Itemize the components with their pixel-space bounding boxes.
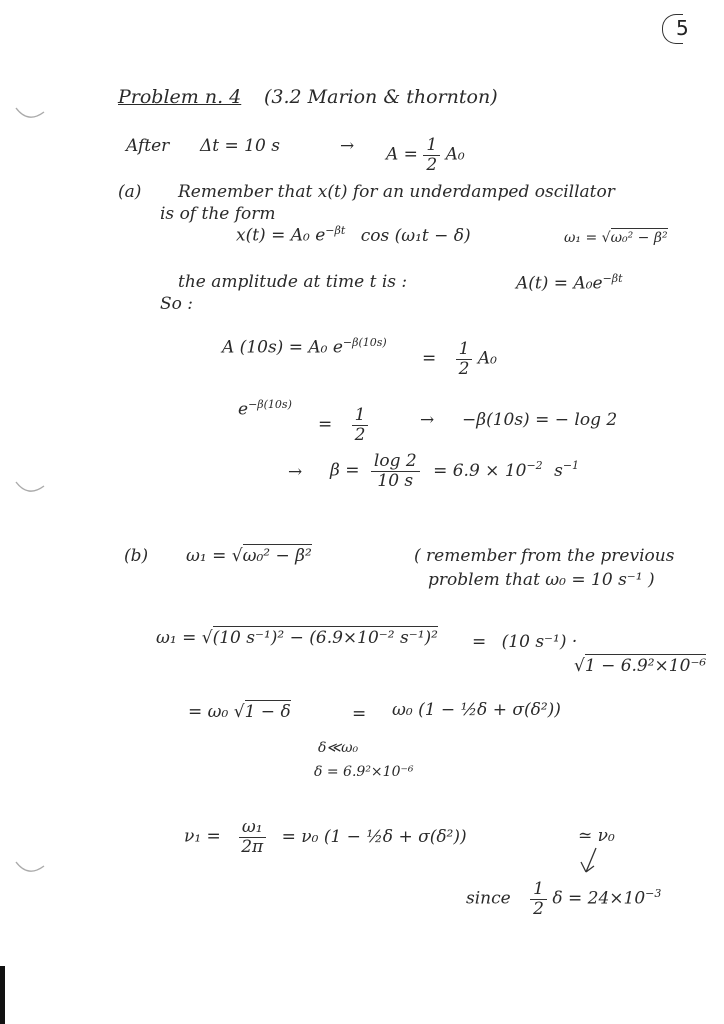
eq-xt-lhs: x(t) = A₀ e [236, 225, 326, 246]
part-b-nu-frac [238, 818, 266, 856]
part-b-since [466, 880, 661, 918]
eq4-arrow: → [288, 462, 303, 482]
given-dt: Δt = 10 s [200, 136, 280, 156]
part-b-eq1-right [472, 632, 577, 652]
eq3-half [352, 406, 369, 444]
part-b-eq2-root: 1 − δ [244, 702, 291, 722]
part-b-delta: δ = 6.9²×10⁻⁶ [314, 764, 414, 780]
part-b-nu-num: ω₁ [239, 818, 266, 838]
part-b-nu-rhs: = ν₀ (1 − ½δ + σ(δ²)) [281, 826, 467, 847]
eq2-right [422, 340, 497, 378]
part-b-note-2: problem that ω₀ = 10 s⁻¹ ) [428, 570, 655, 590]
part-b-nu-lhs: ν₁ = [184, 826, 221, 847]
given-half [423, 136, 440, 174]
given-result [386, 136, 465, 174]
eq3-eq: = [318, 414, 333, 435]
amplitude-eq [516, 272, 623, 294]
eq4-fraction [371, 452, 420, 490]
eq4-exp1: −2 [526, 459, 543, 473]
eq4-exp2: −1 [562, 459, 580, 473]
eq-xt-exp: −βt [325, 224, 346, 237]
part-b-eq2: = ω₀ √1 − δ [188, 702, 291, 722]
part-b-since-frac [530, 880, 547, 918]
amplitude-eq-exp: −βt [602, 272, 623, 285]
part-b-since-label: since [466, 888, 511, 909]
eq4 [330, 452, 579, 490]
part-b-omega-root: ω₀² − β² [242, 546, 312, 566]
part-b-eq1-mid: = [472, 632, 487, 652]
given-half-den: 2 [426, 154, 438, 175]
part-b-eq1-lhs: ω₁ = [156, 628, 197, 648]
eq3-half-den: 2 [354, 424, 366, 445]
punch-hole-middle [16, 482, 44, 491]
part-a-label: (a) [118, 182, 142, 202]
part-a-line2: is of the form [160, 204, 276, 224]
eq3-lhs: e [238, 399, 249, 420]
arrow-down-mark [581, 848, 596, 872]
part-b-omega: ω₁ = √ω₀² − β² [186, 546, 312, 566]
eq3-rhs: −β(10s) = − log 2 [462, 410, 618, 430]
part-b-note-1: ( remember from the previous [414, 546, 675, 566]
problem-title: Problem n. 4 [118, 86, 242, 108]
punch-hole-top [16, 108, 44, 117]
eq3-middle [318, 406, 368, 444]
eq2-half-den: 2 [458, 358, 470, 379]
omega-definition: ω₁ = √ω₀² − β² [564, 230, 668, 246]
eq4-rhs: = 6.9 × 10 [433, 460, 527, 481]
eq3-half-num: 1 [352, 406, 369, 426]
page-number [662, 12, 702, 46]
eq2-half [456, 340, 473, 378]
part-b-since-num: 1 [530, 880, 547, 900]
eq4-unit: s [554, 460, 563, 481]
part-b-eq2-rhs: ω₀ (1 − ½δ + σ(δ²)) [392, 700, 561, 720]
part-b-condition: δ≪ω₀ [318, 740, 359, 756]
omega-def-lhs: ω₁ = [564, 230, 598, 246]
eq3-exp: −β(10s) [248, 398, 292, 411]
punch-hole-bottom [16, 862, 44, 871]
part-b-eq1: ω₁ = √(10 s⁻¹)² − (6.9×10⁻² s⁻¹)² [156, 628, 438, 648]
eq2-rhs: = [422, 348, 437, 369]
eq3 [238, 398, 292, 420]
eq2-rhs2: A₀ [477, 348, 497, 369]
given-half-num: 1 [423, 136, 440, 156]
eq4-lhs: β = [330, 460, 360, 481]
problem-reference: (3.2 Marion & thornton) [264, 86, 498, 108]
part-b-since-rhs: δ = 24×10 [552, 888, 646, 909]
eq2-half-num: 1 [456, 340, 473, 360]
eq3-arrow: → [420, 410, 435, 430]
part-b-since-den: 2 [533, 898, 544, 919]
eq4-den: 10 s [377, 470, 414, 491]
part-b-eq2-mid: = [352, 704, 367, 724]
given-after: After [126, 136, 170, 156]
given-arrow: → [340, 136, 355, 156]
part-b-label: (b) [124, 546, 149, 566]
part-b-eq1-root2: 1 − 6.9²×10⁻⁶ [584, 656, 707, 676]
part-b-since-exp: −3 [645, 887, 662, 901]
page-number-value: 5 [676, 16, 689, 40]
part-b-nu-den: 2π [241, 836, 264, 857]
part-b-nu [184, 818, 467, 856]
amplitude-text: the amplitude at time t is : [178, 272, 408, 292]
part-b-approx: ≃ ν₀ [578, 826, 615, 846]
so-label: So : [160, 294, 194, 314]
part-b-eq1-rhs: (10 s⁻¹) · [501, 632, 578, 652]
eq4-num: log 2 [371, 452, 420, 472]
eq2-lhs: A (10s) = A₀ e [222, 337, 343, 358]
eq2-exp: −β(10s) [342, 336, 387, 349]
omega-def-root: ω₀² − β² [610, 230, 668, 246]
given-result-lhs: A = [386, 144, 418, 165]
given-result-rhs: A₀ [445, 144, 465, 165]
part-a-eq-xt [236, 224, 471, 246]
part-b-eq1-root2-line: √1 − 6.9²×10⁻⁶ [574, 656, 707, 676]
part-b-eq2-lhs: = ω₀ [188, 702, 229, 722]
part-b-eq1-root: (10 s⁻¹)² − (6.9×10⁻² s⁻¹)² [212, 628, 438, 648]
part-b-omega-lhs: ω₁ = [186, 546, 227, 566]
eq-xt-rhs: cos (ω₁t − δ) [360, 225, 471, 246]
eq2 [222, 336, 387, 358]
amplitude-eq-lhs: A(t) = A₀e [516, 273, 603, 294]
part-a-line1: Remember that x(t) for an underdamped oscillator [178, 182, 615, 202]
